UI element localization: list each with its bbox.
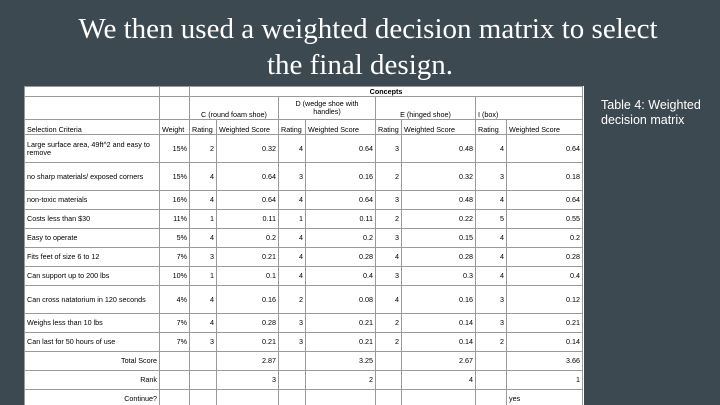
criteria-cell: Can cross natatorium in 120 seconds: [25, 286, 160, 314]
d-rating-cell: 4: [279, 135, 306, 163]
e-rating-cell: 3: [376, 191, 402, 210]
col-c-rating: Rating: [190, 120, 217, 135]
i-rating-cell: 5: [476, 210, 507, 229]
criteria-cell: Can last for 50 hours of use: [25, 333, 160, 352]
weight-cell: 11%: [160, 210, 190, 229]
total-score-row: [25, 352, 583, 371]
e-rating-cell: 2: [376, 314, 402, 333]
i-score-cell: 0.21: [507, 314, 583, 333]
table-row: [25, 163, 583, 191]
c-rating-cell: 4: [190, 191, 217, 210]
e-score-cell: 0.28: [402, 248, 476, 267]
col-d-rating: Rating: [279, 120, 306, 135]
c-rating-cell: 4: [190, 314, 217, 333]
d-score-cell: 0.4: [306, 267, 376, 286]
e-score-cell: 0.3: [402, 267, 476, 286]
c-score-cell: 0.2: [217, 229, 279, 248]
e-rating-cell: 3: [376, 135, 402, 163]
i-score-cell: 0.18: [507, 163, 583, 191]
criteria-cell: non-toxic materials: [25, 191, 160, 210]
slide-title-line2: the final design.: [266, 49, 454, 81]
concept-e-name: E (hinged shoe): [376, 97, 476, 120]
criteria-cell: Costs less than $30: [25, 210, 160, 229]
rank-c: 3: [217, 371, 279, 390]
rank-e: 4: [402, 371, 476, 390]
i-score-cell: 0.55: [507, 210, 583, 229]
d-rating-cell: 3: [279, 333, 306, 352]
e-rating-cell: 4: [376, 248, 402, 267]
c-score-cell: 0.16: [217, 286, 279, 314]
rank-d: 2: [306, 371, 376, 390]
rank-label: Rank: [25, 371, 160, 390]
rank-row: [25, 371, 583, 390]
e-rating-cell: 3: [376, 229, 402, 248]
continue-row: [25, 390, 583, 405]
e-score-cell: 0.16: [402, 286, 476, 314]
continue-i: yes: [507, 390, 583, 405]
col-d-weighted-score: Weighted Score: [306, 120, 376, 135]
d-score-cell: 0.16: [306, 163, 376, 191]
concepts-header-row: [25, 87, 583, 97]
table-row: [25, 191, 583, 210]
d-rating-cell: 1: [279, 210, 306, 229]
concept-c-name: C (round foam shoe): [190, 97, 279, 120]
weight-cell: 16%: [160, 191, 190, 210]
weight-cell: 7%: [160, 333, 190, 352]
d-score-cell: 0.11: [306, 210, 376, 229]
d-rating-cell: 2: [279, 286, 306, 314]
table-row: [25, 267, 583, 286]
e-score-cell: 0.15: [402, 229, 476, 248]
total-score-label: Total Score: [25, 352, 160, 371]
table-row: [25, 286, 583, 314]
col-e-weighted-score: Weighted Score: [402, 120, 476, 135]
weight-cell: 4%: [160, 286, 190, 314]
criteria-cell: Can support up to 200 lbs: [25, 267, 160, 286]
col-selection-criteria: Selection Criteria: [25, 120, 160, 135]
e-score-cell: 0.32: [402, 163, 476, 191]
d-score-cell: 0.64: [306, 191, 376, 210]
e-rating-cell: 4: [376, 286, 402, 314]
total-c: 2.87: [217, 352, 279, 371]
i-rating-cell: 2: [476, 333, 507, 352]
matrix-body: [25, 87, 583, 405]
weight-cell: 15%: [160, 135, 190, 163]
col-e-rating: Rating: [376, 120, 402, 135]
table-row: [25, 333, 583, 352]
d-score-cell: 0.28: [306, 248, 376, 267]
c-score-cell: 0.21: [217, 248, 279, 267]
c-rating-cell: 4: [190, 163, 217, 191]
col-c-weighted-score: Weighted Score: [217, 120, 279, 135]
c-rating-cell: 4: [190, 286, 217, 314]
weight-cell: 7%: [160, 248, 190, 267]
table-row: [25, 229, 583, 248]
d-rating-cell: 4: [279, 191, 306, 210]
total-d: 3.25: [306, 352, 376, 371]
c-score-cell: 0.1: [217, 267, 279, 286]
d-score-cell: 0.2: [306, 229, 376, 248]
c-rating-cell: 3: [190, 248, 217, 267]
e-score-cell: 0.48: [402, 191, 476, 210]
c-rating-cell: 3: [190, 333, 217, 352]
i-rating-cell: 4: [476, 248, 507, 267]
c-rating-cell: 1: [190, 267, 217, 286]
i-score-cell: 0.12: [507, 286, 583, 314]
e-rating-cell: 2: [376, 163, 402, 191]
i-rating-cell: 3: [476, 314, 507, 333]
c-rating-cell: 2: [190, 135, 217, 163]
d-rating-cell: 4: [279, 267, 306, 286]
criteria-cell: no sharp materials/ exposed corners: [25, 163, 160, 191]
d-score-cell: 0.64: [306, 135, 376, 163]
i-score-cell: 0.14: [507, 333, 583, 352]
i-rating-cell: 4: [476, 135, 507, 163]
e-score-cell: 0.22: [402, 210, 476, 229]
e-rating-cell: 3: [376, 267, 402, 286]
e-score-cell: 0.14: [402, 314, 476, 333]
d-score-cell: 0.21: [306, 333, 376, 352]
i-rating-cell: 4: [476, 229, 507, 248]
i-rating-cell: 3: [476, 163, 507, 191]
col-i-weighted-score: Weighted Score: [507, 120, 583, 135]
i-score-cell: 0.4: [507, 267, 583, 286]
d-score-cell: 0.21: [306, 314, 376, 333]
c-score-cell: 0.11: [217, 210, 279, 229]
d-score-cell: 0.08: [306, 286, 376, 314]
concept-d-name: D (wedge shoe with handles): [279, 97, 376, 120]
d-rating-cell: 3: [279, 163, 306, 191]
weight-cell: 10%: [160, 267, 190, 286]
e-rating-cell: 2: [376, 210, 402, 229]
weight-cell: 5%: [160, 229, 190, 248]
table-row: [25, 210, 583, 229]
weight-cell: 15%: [160, 163, 190, 191]
table-row: [25, 314, 583, 333]
i-rating-cell: 4: [476, 191, 507, 210]
c-score-cell: 0.64: [217, 163, 279, 191]
i-score-cell: 0.28: [507, 248, 583, 267]
col-i-rating: Rating: [476, 120, 507, 135]
col-weight: Weight: [160, 120, 190, 135]
d-rating-cell: 4: [279, 248, 306, 267]
i-score-cell: 0.64: [507, 135, 583, 163]
decision-matrix-table: [24, 86, 583, 405]
c-score-cell: 0.32: [217, 135, 279, 163]
c-rating-cell: 4: [190, 229, 217, 248]
rank-i: 1: [507, 371, 583, 390]
criteria-cell: Large surface area, 49ft^2 and easy to remove: [25, 135, 160, 163]
i-score-cell: 0.64: [507, 191, 583, 210]
criteria-cell: Easy to operate: [25, 229, 160, 248]
criteria-cell: Weighs less than 10 lbs: [25, 314, 160, 333]
d-rating-cell: 4: [279, 229, 306, 248]
slide-title-line1: We then used a weighted decision matrix to select: [78, 13, 658, 45]
c-score-cell: 0.28: [217, 314, 279, 333]
e-score-cell: 0.14: [402, 333, 476, 352]
concept-names-row: [25, 97, 583, 120]
table-row: [25, 248, 583, 267]
e-score-cell: 0.48: [402, 135, 476, 163]
concepts-label: Concepts: [190, 87, 583, 97]
i-rating-cell: 4: [476, 267, 507, 286]
table-row: [25, 135, 583, 163]
i-rating-cell: 3: [476, 286, 507, 314]
criteria-cell: Fits feet of size 6 to 12: [25, 248, 160, 267]
e-rating-cell: 2: [376, 333, 402, 352]
c-score-cell: 0.21: [217, 333, 279, 352]
total-e: 2.67: [402, 352, 476, 371]
d-rating-cell: 3: [279, 314, 306, 333]
decision-matrix-image: [24, 86, 584, 405]
total-i: 3.66: [507, 352, 583, 371]
c-score-cell: 0.64: [217, 191, 279, 210]
table-caption: Table 4: Weighted decision matrix: [601, 98, 701, 127]
i-score-cell: 0.2: [507, 229, 583, 248]
column-header-row: [25, 120, 583, 135]
continue-label: Continue?: [25, 390, 160, 405]
weight-cell: 7%: [160, 314, 190, 333]
c-rating-cell: 1: [190, 210, 217, 229]
concept-i-name: I (box): [476, 97, 583, 120]
